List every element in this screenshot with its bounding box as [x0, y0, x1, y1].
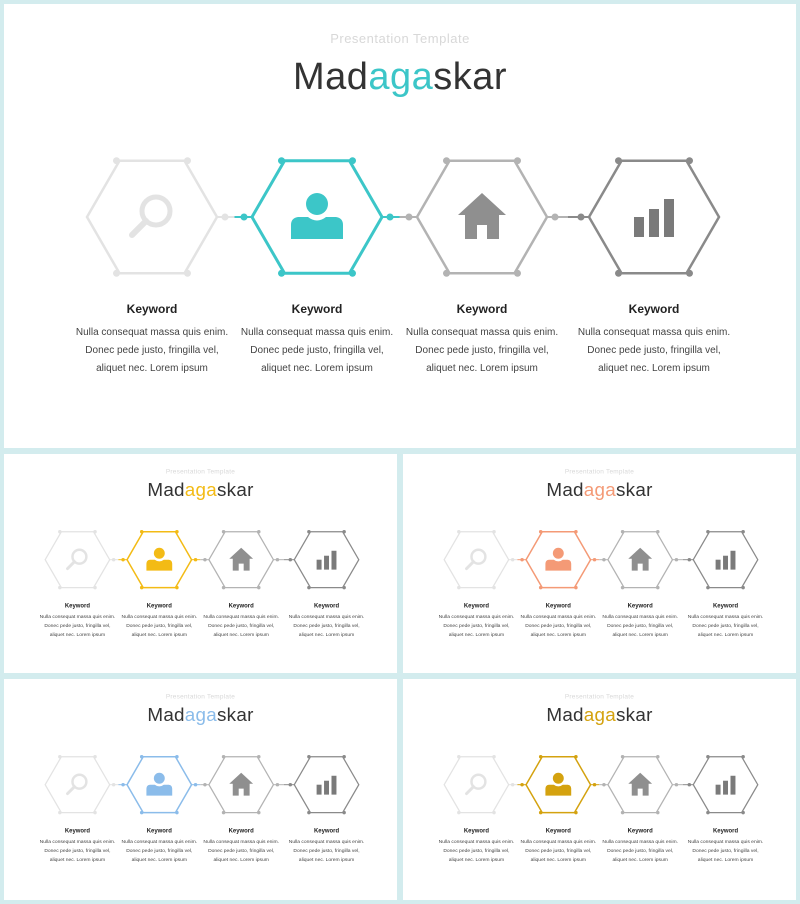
- title-part-post: skar: [616, 479, 653, 501]
- slide-title: [403, 480, 796, 501]
- feature-column: [38, 827, 117, 865]
- hexagon-dot: [140, 811, 143, 814]
- hexagon-dot: [656, 586, 659, 589]
- bar-chart-icon: [312, 770, 342, 800]
- connector-dot: [578, 214, 585, 221]
- feature-description: Nulla consequat massa quis enim. Donec pede justo, fringilla vel, aliquet nec. Lorem ipsum: [39, 614, 116, 638]
- slide-content: [4, 454, 397, 673]
- feature-description: Nulla consequat massa quis enim. Donec pede justo, fringilla vel, aliquet nec. Lorem ipsum: [602, 839, 678, 863]
- feature-keyword: Keyword: [126, 302, 178, 316]
- feature-description: Nulla consequat massa quis enim. Donec pede justo, fringilla vel, aliquet nec. Lorem ipsum: [240, 327, 394, 374]
- hexagon-dot: [342, 811, 345, 814]
- hexagon-dot: [706, 586, 709, 589]
- feature-column: [201, 827, 280, 865]
- hexagon-dot: [140, 586, 143, 589]
- hexagon-dot: [457, 811, 460, 814]
- hexagon-dot: [257, 811, 260, 814]
- connector-dot: [194, 783, 197, 786]
- hexagon-dot: [656, 755, 659, 758]
- hexagon-dot: [58, 755, 61, 758]
- slide-subtitle: Presentation Template: [330, 31, 470, 46]
- hexagon-dot: [656, 530, 659, 533]
- home-icon: [625, 770, 655, 800]
- feature-column: [600, 602, 679, 640]
- feature-keyword: Keyword: [313, 601, 340, 609]
- search-icon: [63, 545, 93, 575]
- hexagon-dot: [113, 270, 120, 277]
- feature-column: [201, 602, 280, 640]
- feature-description: Nulla consequat massa quis enim. Donec pede justo, fringilla vel, aliquet nec. Lorem ipsum: [121, 839, 198, 863]
- hexagon-row: [403, 526, 796, 591]
- hexagon-dot: [539, 811, 542, 814]
- title-part-accent: aga: [583, 479, 617, 501]
- hexagon-dot: [615, 157, 622, 164]
- feature-column: [519, 827, 598, 865]
- slide-title: [4, 480, 397, 501]
- connector-dot: [511, 558, 514, 561]
- hexagon-dot: [175, 755, 178, 758]
- hexagon-dot: [93, 755, 96, 758]
- title-part-pre: Mad: [546, 704, 584, 726]
- hexagon-dot: [457, 530, 460, 533]
- feature-description: Nulla consequat massa quis enim. Donec pede justo, fringilla vel, aliquet nec. Lorem ipsum: [121, 614, 198, 638]
- hexagon-dot: [457, 586, 460, 589]
- hexagon-dot: [222, 811, 225, 814]
- connector-dot: [675, 783, 678, 786]
- hexagon-dot: [539, 586, 542, 589]
- title-part-post: skar: [433, 56, 508, 98]
- feature-keyword: Keyword: [228, 601, 254, 609]
- user-icon: [543, 770, 573, 800]
- hexagon-dot: [257, 755, 260, 758]
- slide-content: [403, 679, 796, 899]
- hexagon-dot: [342, 530, 345, 533]
- hexagon-dot: [621, 530, 624, 533]
- connector-dot: [688, 783, 691, 786]
- hexagon-dot: [492, 811, 495, 814]
- title-part-pre: Mad: [292, 56, 369, 98]
- feature-column: [237, 302, 397, 378]
- slide-content: [4, 4, 796, 448]
- slide-content: [4, 679, 397, 899]
- hexagon-dot: [342, 586, 345, 589]
- hexagon-dot: [222, 586, 225, 589]
- connector-dot: [241, 214, 248, 221]
- hexagon-dot: [741, 811, 744, 814]
- connector-dot: [289, 558, 292, 561]
- connector-dot: [112, 558, 115, 561]
- hexagon-dot: [175, 530, 178, 533]
- slide-subtitle: Presentation Template: [564, 692, 635, 700]
- hexagon-dot: [307, 755, 310, 758]
- feature-column: [402, 302, 562, 378]
- feature-description: Nulla consequat massa quis enim. Donec pede justo, fringilla vel, aliquet nec. Lorem ipsum: [203, 839, 279, 863]
- hexagon-dot: [539, 530, 542, 533]
- hexagon-dot: [93, 530, 96, 533]
- feature-description: Nulla consequat massa quis enim. Donec pede justo, fringilla vel, aliquet nec. Lorem ipsum: [405, 327, 559, 374]
- hexagon-dot: [706, 755, 709, 758]
- feature-keyword: Keyword: [146, 826, 172, 834]
- hexagon-dot: [175, 586, 178, 589]
- feature-keyword: Keyword: [712, 826, 739, 834]
- feature-keyword: Keyword: [146, 601, 172, 609]
- hexagon-dot: [184, 157, 191, 164]
- feature-column: [287, 827, 366, 865]
- feature-column: [686, 827, 765, 865]
- connector-dot: [387, 214, 394, 221]
- slide-main[interactable]: [4, 4, 796, 448]
- connector-dot: [602, 783, 605, 786]
- hexagon-dot: [514, 157, 521, 164]
- connector-dot: [688, 558, 691, 561]
- hexagon-dot: [443, 270, 450, 277]
- bar-chart-icon: [312, 545, 342, 575]
- hexagon-dot: [741, 755, 744, 758]
- hexagon-dot: [307, 586, 310, 589]
- hexagon-dot: [257, 530, 260, 533]
- feature-description: Nulla consequat massa quis enim. Donec pede justo, fringilla vel, aliquet nec. Lorem ipsum: [288, 839, 365, 863]
- hexagon-dot: [278, 157, 285, 164]
- slide-title: [4, 56, 796, 99]
- hexagon-dot: [539, 755, 542, 758]
- hexagon-dot: [58, 811, 61, 814]
- hexagon-dot: [93, 811, 96, 814]
- hexagon-dot: [113, 157, 120, 164]
- hexagon-dot: [656, 811, 659, 814]
- feature-keyword: Keyword: [64, 826, 91, 834]
- search-icon: [63, 770, 93, 800]
- connector-dot: [203, 558, 206, 561]
- slide-thumbnail-yellow[interactable]: [4, 454, 397, 673]
- search-icon: [462, 770, 492, 800]
- slide-content: [403, 454, 796, 673]
- slide-subtitle: Presentation Template: [165, 692, 236, 700]
- feature-keyword: Keyword: [627, 601, 653, 609]
- slide-title: [403, 705, 796, 726]
- hexagon-dot: [621, 811, 624, 814]
- connector-dot: [552, 214, 559, 221]
- feature-description: Nulla consequat massa quis enim. Donec pede justo, fringilla vel, aliquet nec. Lorem ipsum: [687, 839, 764, 863]
- connector-dot: [593, 558, 596, 561]
- hexagon-dot: [175, 811, 178, 814]
- hexagon-dot: [621, 586, 624, 589]
- feature-column: [120, 827, 199, 865]
- feature-keyword: Keyword: [456, 302, 508, 316]
- hexagon-row: [4, 149, 796, 279]
- hexagon-dot: [574, 755, 577, 758]
- hexagon-row: [403, 751, 796, 816]
- home-icon: [226, 770, 256, 800]
- feature-description: Nulla consequat massa quis enim. Donec pede justo, fringilla vel, aliquet nec. Lorem ipsum: [438, 839, 515, 863]
- feature-column: [574, 302, 734, 378]
- hexagon-dot: [278, 270, 285, 277]
- feature-keyword: Keyword: [545, 601, 571, 609]
- bar-chart-icon: [711, 770, 741, 800]
- hexagon-dot: [307, 811, 310, 814]
- feature-column: [120, 602, 199, 640]
- feature-keyword: Keyword: [64, 601, 91, 609]
- hexagon-dot: [222, 530, 225, 533]
- feature-column: [600, 827, 679, 865]
- bar-chart-icon: [624, 187, 684, 247]
- hexagon-dot: [93, 586, 96, 589]
- feature-column: [519, 602, 598, 640]
- user-icon: [287, 187, 347, 247]
- home-icon: [625, 545, 655, 575]
- slide-thumbnail-gold[interactable]: [403, 679, 796, 900]
- connector-dot: [675, 558, 678, 561]
- hexagon-row: [4, 751, 397, 816]
- feature-keyword: Keyword: [628, 302, 680, 316]
- search-icon: [122, 187, 182, 247]
- connector-dot: [121, 783, 124, 786]
- hexagon-dot: [621, 755, 624, 758]
- hexagon-dot: [706, 530, 709, 533]
- feature-column: [437, 827, 516, 865]
- feature-keyword: Keyword: [463, 601, 490, 609]
- hexagon-dot: [140, 755, 143, 758]
- feature-column: [287, 602, 366, 640]
- hexagon-dot: [615, 270, 622, 277]
- hexagon-dot: [58, 530, 61, 533]
- hexagon-dot: [514, 270, 521, 277]
- connector-dot: [194, 558, 197, 561]
- hexagon-dot: [443, 157, 450, 164]
- feature-description: Nulla consequat massa quis enim. Donec pede justo, fringilla vel, aliquet nec. Lorem ipsum: [520, 614, 597, 638]
- title-part-accent: aga: [184, 704, 218, 726]
- connector-dot: [406, 214, 413, 221]
- feature-description: Nulla consequat massa quis enim. Donec pede justo, fringilla vel, aliquet nec. Lorem ipsum: [687, 614, 764, 638]
- feature-column: [686, 602, 765, 640]
- connector-dot: [511, 783, 514, 786]
- hexagon-dot: [342, 755, 345, 758]
- title-part-post: skar: [217, 479, 254, 501]
- hexagon-dot: [457, 755, 460, 758]
- hexagon-dot: [574, 530, 577, 533]
- hexagon-dot: [492, 530, 495, 533]
- title-part-post: skar: [616, 704, 653, 726]
- hexagon-dot: [574, 586, 577, 589]
- hexagon-dot: [349, 157, 356, 164]
- user-icon: [144, 545, 174, 575]
- home-icon: [226, 545, 256, 575]
- hexagon-dot: [686, 270, 693, 277]
- connector-dot: [520, 558, 523, 561]
- slide-subtitle: Presentation Template: [564, 467, 635, 475]
- hexagon-dot: [257, 586, 260, 589]
- feature-column: [38, 602, 117, 640]
- feature-description: Nulla consequat massa quis enim. Donec pede justo, fringilla vel, aliquet nec. Lorem ipsum: [577, 327, 731, 374]
- hexagon-dot: [349, 270, 356, 277]
- feature-keyword: Keyword: [228, 826, 254, 834]
- connector-dot: [112, 783, 115, 786]
- feature-keyword: Keyword: [545, 826, 571, 834]
- user-icon: [543, 545, 573, 575]
- hexagon-dot: [492, 755, 495, 758]
- slide-thumbnail-orange[interactable]: [403, 454, 796, 673]
- hexagon-dot: [492, 586, 495, 589]
- feature-keyword: Keyword: [291, 302, 343, 316]
- slide-subtitle: Presentation Template: [165, 467, 236, 475]
- connector-dot: [121, 558, 124, 561]
- connector-dot: [289, 783, 292, 786]
- feature-description: Nulla consequat massa quis enim. Donec pede justo, fringilla vel, aliquet nec. Lorem ipsum: [203, 614, 279, 638]
- hexagon-row: [4, 526, 397, 591]
- slide-thumbnail-blue[interactable]: [4, 679, 397, 900]
- title-part-pre: Mad: [546, 479, 584, 501]
- title-part-pre: Mad: [147, 704, 185, 726]
- slide-title: [4, 705, 397, 726]
- hexagon-dot: [706, 811, 709, 814]
- connector-dot: [276, 783, 279, 786]
- connector-dot: [203, 783, 206, 786]
- bar-chart-icon: [711, 545, 741, 575]
- connector-dot: [520, 783, 523, 786]
- title-part-accent: aga: [583, 704, 617, 726]
- connector-dot: [276, 558, 279, 561]
- feature-keyword: Keyword: [627, 826, 653, 834]
- title-part-accent: aga: [184, 479, 218, 501]
- title-part-accent: aga: [368, 56, 434, 98]
- hexagon-dot: [574, 811, 577, 814]
- connector-dot: [602, 558, 605, 561]
- hexagon-dot: [222, 755, 225, 758]
- feature-description: Nulla consequat massa quis enim. Donec pede justo, fringilla vel, aliquet nec. Lorem ipsum: [75, 327, 229, 374]
- hexagon-dot: [741, 586, 744, 589]
- search-icon: [462, 545, 492, 575]
- hexagon-dot: [307, 530, 310, 533]
- user-icon: [144, 770, 174, 800]
- connector-dot: [593, 783, 596, 786]
- feature-description: Nulla consequat massa quis enim. Donec pede justo, fringilla vel, aliquet nec. Lorem ipsum: [602, 614, 678, 638]
- feature-description: Nulla consequat massa quis enim. Donec pede justo, fringilla vel, aliquet nec. Lorem ipsum: [39, 839, 116, 863]
- feature-description: Nulla consequat massa quis enim. Donec pede justo, fringilla vel, aliquet nec. Lorem ipsum: [288, 614, 365, 638]
- feature-keyword: Keyword: [463, 826, 490, 834]
- feature-keyword: Keyword: [712, 601, 739, 609]
- hexagon-dot: [686, 157, 693, 164]
- feature-keyword: Keyword: [313, 826, 340, 834]
- title-part-post: skar: [217, 704, 254, 726]
- hexagon-dot: [58, 586, 61, 589]
- home-icon: [452, 187, 512, 247]
- hexagon-dot: [140, 530, 143, 533]
- feature-column: [437, 602, 516, 640]
- feature-column: [72, 302, 232, 378]
- title-part-pre: Mad: [147, 479, 185, 501]
- feature-description: Nulla consequat massa quis enim. Donec pede justo, fringilla vel, aliquet nec. Lorem ipsum: [438, 614, 515, 638]
- feature-description: Nulla consequat massa quis enim. Donec pede justo, fringilla vel, aliquet nec. Lorem ipsum: [520, 839, 597, 863]
- hexagon-dot: [741, 530, 744, 533]
- hexagon-dot: [184, 270, 191, 277]
- connector-dot: [222, 214, 229, 221]
